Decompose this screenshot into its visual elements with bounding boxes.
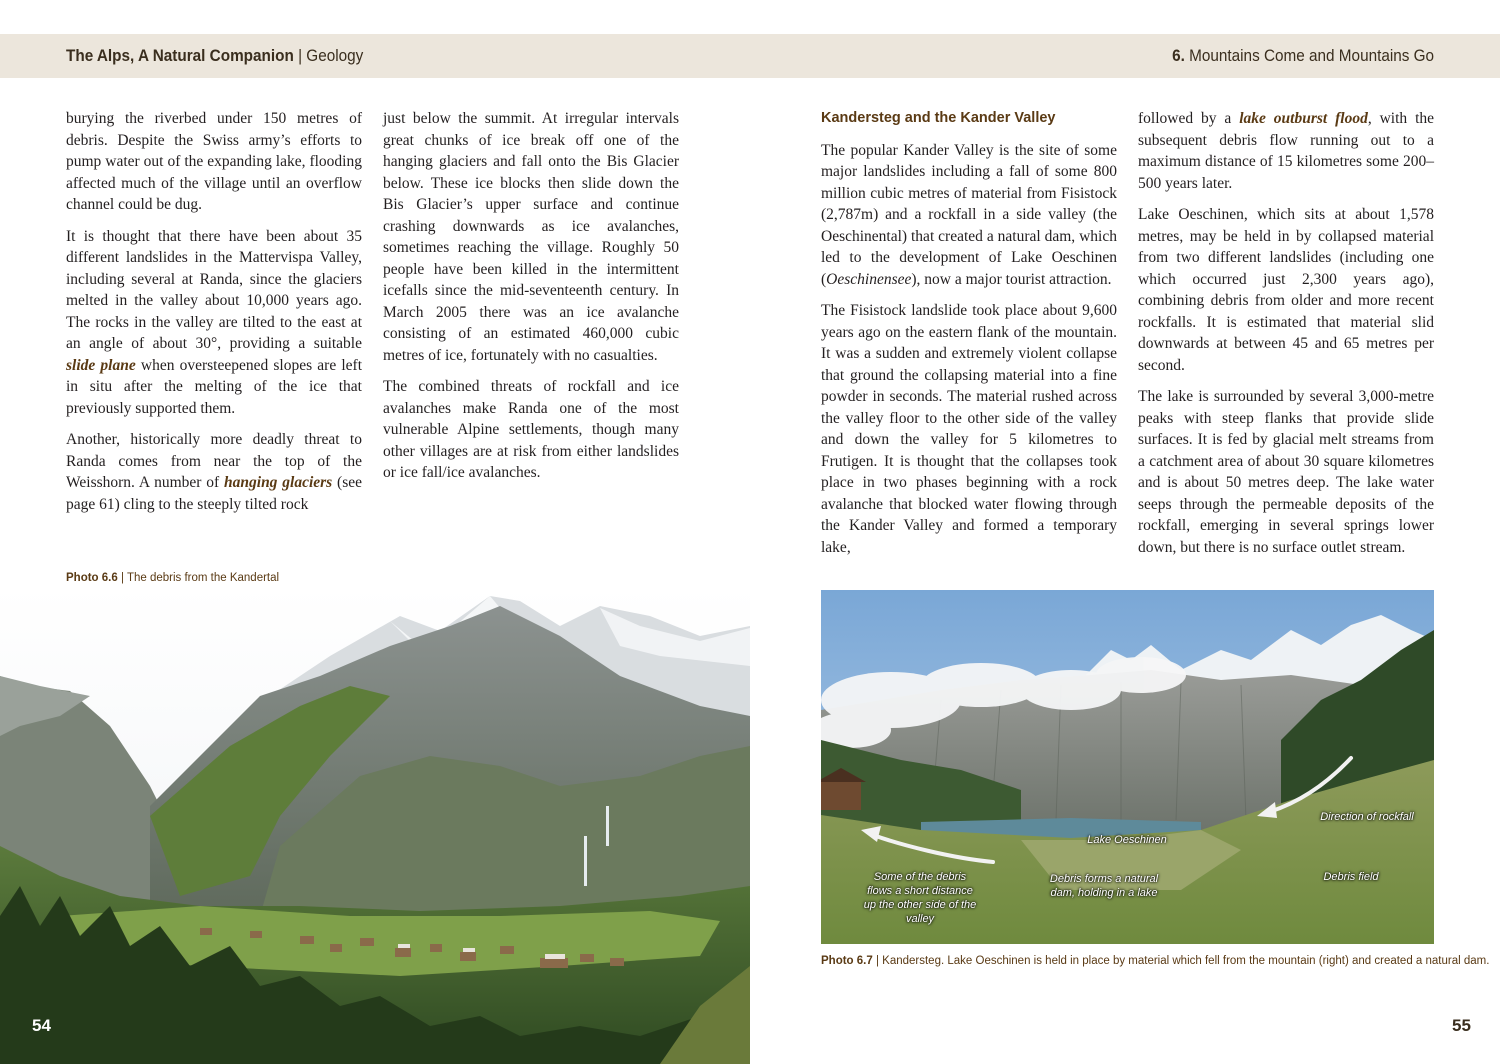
right-page-column-1 <box>821 108 1117 568</box>
photo-label-lake: Lake Oeschinen <box>1087 834 1167 846</box>
left-page-column-2 <box>383 108 679 494</box>
paragraph <box>66 429 362 515</box>
right-page-column-2 <box>1138 108 1434 568</box>
book-title: The Alps, A Natural Companion <box>66 46 294 65</box>
page-number-left: 54 <box>32 1016 51 1035</box>
paragraph <box>821 140 1117 291</box>
running-header-left <box>66 46 363 66</box>
running-header-right <box>1172 46 1434 66</box>
paragraph: Lake Oeschinen, which sits at about 1,578 metres, may be held in by collapsed material from two different landslides (including one which occurred just 2,300 years ago), combining debris from older and more recent rockfalls. It is estimated that material slid downwards at between 45 and 65 metres per second. <box>1138 206 1434 374</box>
photo-label-direction: Direction of rockfall <box>1320 811 1414 823</box>
photo-label: Photo 6.6 <box>66 572 118 584</box>
page-number-right: 55 <box>1452 1016 1471 1035</box>
paragraph <box>1138 108 1434 194</box>
text-run: It is thought that there have been about 35 different landslides in the Mattervispa Valley, including several at Randa, since the glaciers melted in the valley about 10,000 years ago. The rocks in the valley are tilted to the east at an angle of about 30°, providing a suitable <box>66 227 362 352</box>
paragraph: The Fisistock landslide took place about 9,600 years ago on the eastern flank of the mountain. It was a sudden and extremely violent collapse that ground the collapsing material into a fine powder in seconds. The material rushed across the valley floor to the other side of the valley and down the valley for 5 kilometres to Frutigen. It is thought that the collapses took place in two phases beginning with a rock avalanche that blocked water flowing through the Kander Valley and formed a temporary lake, <box>821 302 1117 556</box>
glossary-term: lake outburst flood <box>1239 110 1368 127</box>
text-run: Another, historically more deadly threat to Randa comes from near the top of the Weisshorn. A number of <box>66 431 362 491</box>
caption-separator: | <box>117 572 127 584</box>
italic-term: Oeschinensee <box>826 270 912 288</box>
photo-label-dam: Debris forms a natural dam, holding in a lake <box>1049 873 1159 899</box>
glossary-term: hanging glaciers <box>224 474 333 491</box>
header-separator: | <box>293 46 307 65</box>
paragraph: burying the riverbed under 150 metres of debris. Despite the Swiss army’s efforts to pump water out of the expanding lake, flooding affected much of the village until an overflow channel could be dug. <box>66 110 362 213</box>
left-page-column-1 <box>66 108 362 525</box>
caption-text: The debris from the Kandertal <box>126 572 280 584</box>
caption-separator: | <box>872 955 883 967</box>
text-run: , with the subsequent debris flow running out to a maximum distance of 15 kilometres some 200–500 years later. <box>1138 110 1434 192</box>
section-subheading: Kandersteg and the Kander Valley <box>821 110 1056 126</box>
text-run: when oversteepened slopes are left in situ after the melting of the ice that previously supported them. <box>66 356 362 417</box>
chapter-title: Mountains Come and Mountains Go <box>1184 46 1434 65</box>
section-name: Geology <box>306 46 364 65</box>
photo-label-debris-field: Debris field <box>1323 871 1379 883</box>
chapter-number: 6. <box>1172 46 1185 65</box>
photo-label: Photo 6.7 <box>821 955 873 967</box>
photo-label-debris-flows: Some of the debris flows a short distance up the other side of the valley <box>863 871 977 925</box>
paragraph: The lake is surrounded by several 3,000-metre peaks with steep flanks that provide slide surfaces. It is fed by glacial melt streams from a catchment area of about 30 square kilometres and is about 50 metres deep. The lake water seeps through the permeable deposits of the rockfall, emerging in several springs lower down, but there is no surface outlet stream. <box>1138 388 1434 556</box>
text-run: followed by a <box>1138 110 1240 127</box>
paragraph: The combined threats of rockfall and ice avalanches make Randa one of the most vulnerable Alpine settlements, though many other villages are at risk from either landslides or ice fall/ice avalanches. <box>383 378 679 481</box>
lake-oeschinen-photo <box>821 590 1434 944</box>
glossary-term: slide plane <box>66 356 136 374</box>
photo-caption <box>821 953 1490 970</box>
paragraph <box>66 226 362 420</box>
paragraph: just below the summit. At irregular intervals great chunks of ice break off one of the hanging glaciers and fall onto the Bis Glacier below. These ice blocks then slide down the Bis Glacier’s upper surface and continue crashing downwards as ice avalanches, sometimes reaching the village. Roughly 50 people have been killed in the intermittent icefalls since the mid-seventeenth century. In March 2005 there was an ice avalanche consisting of an estimated 460,000 cubic metres of ice, fortunately with no casualties. <box>383 110 679 364</box>
text-run: The popular Kander Valley is the site of some major landslides including a fall of some 800 million cubic metres of material from Fisistock (2,787m) and a rockfall in a side valley (the Oeschinental) that created a natural dam, which led to the development of Lake Oeschinen ( <box>821 141 1117 288</box>
caption-text: Kandersteg. Lake Oeschinen is held in place by material which fell from the mountain (right) and created a natural dam. <box>882 955 1490 967</box>
text-run: ), now a major tourist attraction. <box>911 270 1112 288</box>
kandertal-valley-photo <box>0 586 750 1064</box>
text-run: (see page 61) cling to the steeply tilted rock <box>66 474 363 513</box>
